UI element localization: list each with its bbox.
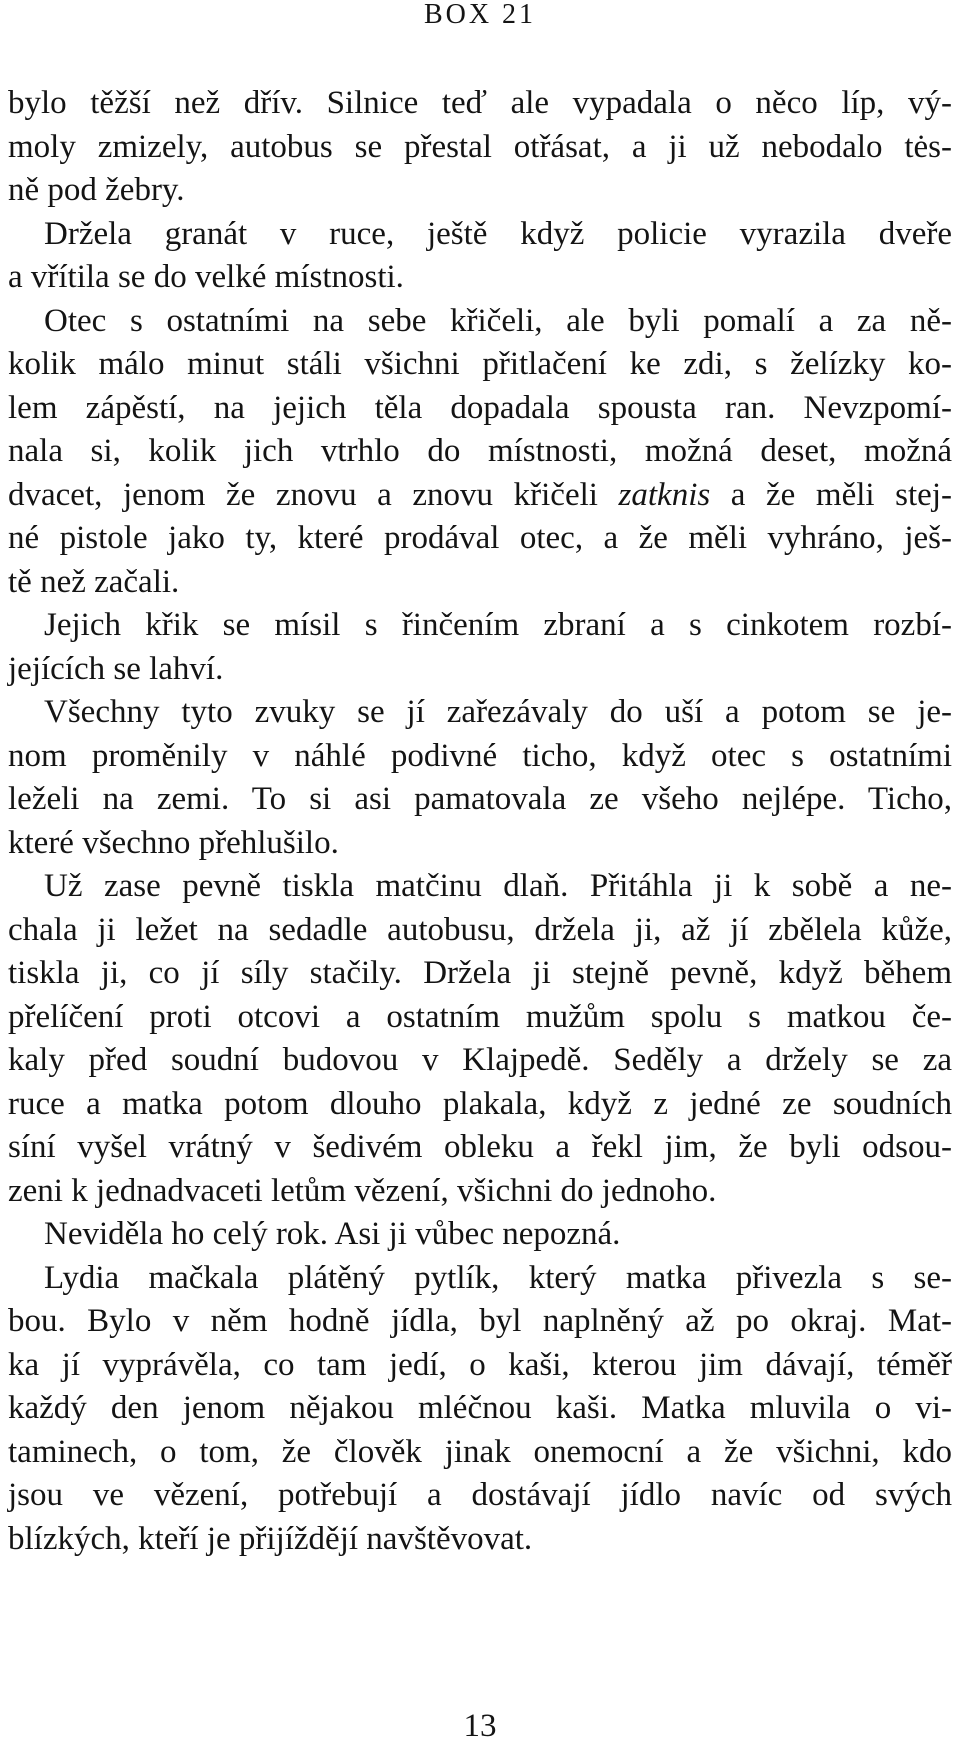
text-line: moly zmizely, autobus se přestal otřásat, a ji už nebodalo tės- bbox=[8, 128, 952, 165]
text-line: blízkých, kteří je přijíždějí navštěvovat. bbox=[8, 1520, 533, 1557]
text-line: jsou ve vězení, potřebují a dostávají jídlo navíc od svých bbox=[8, 1477, 952, 1513]
text-line: které všechno přehlušilo. bbox=[8, 824, 339, 861]
text-line: kaly před soudní budovou v Klajpedě. Seděly a držely se za bbox=[8, 1042, 952, 1078]
text-line: tě než začali. bbox=[8, 563, 180, 600]
text-line: a vřítila se do velké místnosti. bbox=[8, 259, 404, 295]
text-line: ruce a matka potom dlouho plakala, když z jedné ze soudních bbox=[8, 1085, 952, 1122]
text-line: kolik málo minut stáli všichni přitlačení ke zdi, s želízky ko- bbox=[8, 346, 952, 382]
text-line: ně pod žebry. bbox=[8, 172, 185, 208]
text-line: taminech, o tom, že člověk jinak onemocní a že všichni, kdo bbox=[8, 1433, 952, 1470]
text-line: nom proměnily v náhlé podivné ticho, když otec s ostatními bbox=[8, 737, 952, 774]
running-header: BOX 21 bbox=[423, 0, 537, 30]
text-line: Otec s ostatními na sebe křičeli, ale byli pomalí a za ně- bbox=[44, 302, 952, 339]
text-line: bou. Bylo v něm hodně jídla, byl naplněný až po okraj. Mat- bbox=[8, 1303, 952, 1339]
text-line: Držela granát v ruce, ještě když policie vyrazila dveře bbox=[44, 215, 952, 252]
text-line bbox=[8, 474, 952, 518]
text-line: bylo těžší než dřív. Silnice teď ale vypadala o něco líp, vý- bbox=[8, 85, 952, 121]
text-line: jejících se lahví. bbox=[8, 650, 224, 687]
text-line: Všechny tyto zvuky se jí zařezávaly do uší a potom se je- bbox=[44, 694, 952, 730]
text-line: zeni k jednadvaceti letům vězení, všichni do jednoho. bbox=[8, 1172, 717, 1209]
text-line: každý den jenom nějakou mléčnou kaši. Matka mluvila o vi- bbox=[8, 1390, 952, 1426]
text-line: Už zase pevně tiskla matčinu dlaň. Přitáhla ji k sobě a ne- bbox=[44, 868, 952, 904]
text-line: Jejich křik se mísil s řinčením zbraní a s cinkotem rozbí- bbox=[44, 607, 952, 643]
text-line: přelíčení proti otcovi a ostatním mužům spolu s matkou če- bbox=[8, 998, 952, 1035]
emphasized-word: zatknis bbox=[618, 476, 711, 513]
text-line: ka jí vyprávěla, co tam jedí, o kaši, kterou jim dávají, téměř bbox=[8, 1346, 952, 1383]
text-line: chala ji ležet na sedadle autobusu, držela ji, až jí zbělela kůže, bbox=[8, 911, 952, 948]
text-line: Neviděla ho celý rok. Asi ji vůbec nepozná. bbox=[44, 1216, 621, 1252]
text-line: tiskla ji, co jí síly stačily. Držela ji stejně pevně, když během bbox=[8, 955, 952, 991]
page-number: 13 bbox=[463, 1708, 497, 1744]
text-line: leželi na zemi. To si asi pamatovala ze všeho nejlépe. Ticho, bbox=[8, 781, 952, 817]
text-line: nala si, kolik jich vtrhlo do místnosti, možná deset, možná bbox=[8, 433, 952, 469]
text-line: Lydia mačkala plátěný pytlík, který matka přivezla s se- bbox=[44, 1259, 952, 1296]
text-line: né pistole jako ty, které prodával otec, a že měli vyhráno, ješ- bbox=[8, 520, 952, 556]
text-fragment: a že měli stej- bbox=[710, 476, 952, 513]
text-fragment: dvacet, jenom že znovu a znovu křičeli bbox=[8, 476, 619, 513]
text-line: síní vyšel vrátný v šedivém obleku a řekl jim, že byli odsou- bbox=[8, 1129, 952, 1165]
text-body bbox=[8, 82, 952, 1561]
text-line: lem zápěstí, na jejich těla dopadala spousta ran. Nevzpomí- bbox=[8, 389, 952, 426]
